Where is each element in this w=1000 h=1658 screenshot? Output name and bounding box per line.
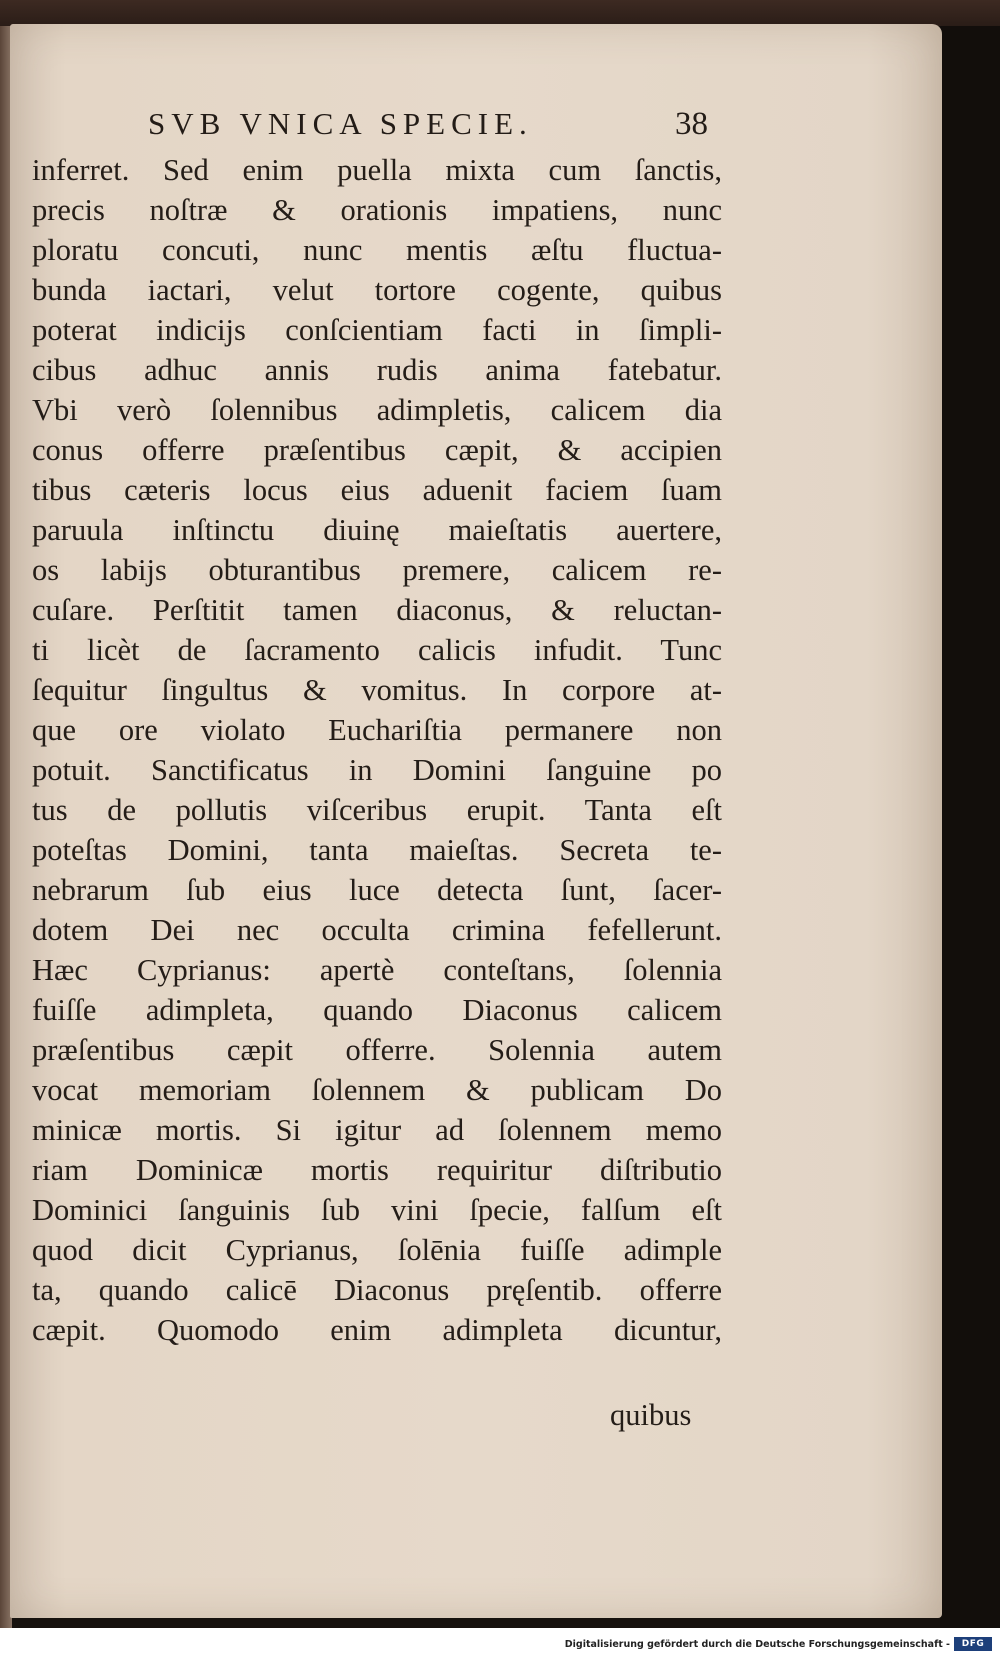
dfg-logo: DFG xyxy=(954,1637,992,1651)
text-line: que ore violato Euchariſtia permanere non xyxy=(32,713,722,747)
funding-credit: Digitalisierung gefördert durch die Deutsche Forschungsgemeinschaft - xyxy=(564,1639,950,1650)
text-line: Hæc Cyprianus: apertè conteſtans, ſolennia xyxy=(32,953,722,987)
text-line: dotem Dei nec occulta crimina fefellerunt. xyxy=(32,913,722,947)
running-head: SVB VNICA SPECIE. xyxy=(148,106,533,141)
text-line: cæpit. Quomodo enim adimpleta dicuntur, xyxy=(32,1313,722,1347)
text-line: ti licèt de ſacramento calicis infudit. Tunc xyxy=(32,633,722,667)
text-line: cuſare. Perſtitit tamen diaconus, & reluctan- xyxy=(32,593,722,627)
text-line: poteſtas Domini, tanta maieſtas. Secreta te- xyxy=(32,833,722,867)
text-line: inferret. Sed enim puella mixta cum ſanctis, xyxy=(32,153,722,187)
text-line: os labijs obturantibus premere, calicem re- xyxy=(32,553,722,587)
text-line: cibus adhuc annis rudis anima fatebatur. xyxy=(32,353,722,387)
text-line: bunda iactari, velut tortore cogente, quibus xyxy=(32,273,722,307)
page-number: 38 xyxy=(675,106,708,142)
catchword: quibus xyxy=(610,1398,692,1432)
right-scan-edge xyxy=(940,26,1000,1628)
text-line: tibus cæteris locus eius aduenit faciem ſuam xyxy=(32,473,722,507)
text-line: præſentibus cæpit offerre. Solennia autem xyxy=(32,1033,722,1067)
text-line: potuit. Sanctificatus in Domini ſanguine po xyxy=(32,753,722,787)
text-line: Dominici ſanguinis ſub vini ſpecie, falſum eſt xyxy=(32,1193,722,1227)
text-line: nebrarum ſub eius luce detecta ſunt, ſacer- xyxy=(32,873,722,907)
text-line: paruula inſtinctu diuinę maieſtatis auertere, xyxy=(32,513,722,547)
text-line: quod dicit Cyprianus, ſolēnia fuiſſe adimple xyxy=(32,1233,722,1267)
text-line: fuiſſe adimpleta, quando Diaconus calicem xyxy=(32,993,722,1027)
text-line: poterat indicijs conſcientiam facti in ſimpli- xyxy=(32,313,722,347)
text-line: Vbi verò ſolennibus adimpletis, calicem dia xyxy=(32,393,722,427)
text-line: precis noſtræ & orationis impatiens, nunc xyxy=(32,193,722,227)
text-line: conus offerre præſentibus cæpit, & accipien xyxy=(32,433,722,467)
text-line: riam Dominicæ mortis requiritur diſtributio xyxy=(32,1153,722,1187)
page-header xyxy=(148,106,708,154)
text-line: tus de pollutis viſceribus erupit. Tanta eſt xyxy=(32,793,722,827)
text-line: ploratu concuti, nunc mentis æſtu fluctua- xyxy=(32,233,722,267)
text-line: minicæ mortis. Si igitur ad ſolennem memo xyxy=(32,1113,722,1147)
footer-bar xyxy=(0,1628,1000,1658)
top-scan-edge xyxy=(0,0,1000,26)
text-line: vocat memoriam ſolennem & publicam Do xyxy=(32,1073,722,1107)
text-line: ta, quando calicē Diaconus pręſentib. offerre xyxy=(32,1273,722,1307)
text-line: ſequitur ſingultus & vomitus. In corpore at- xyxy=(32,673,722,707)
body-text xyxy=(32,150,722,1350)
